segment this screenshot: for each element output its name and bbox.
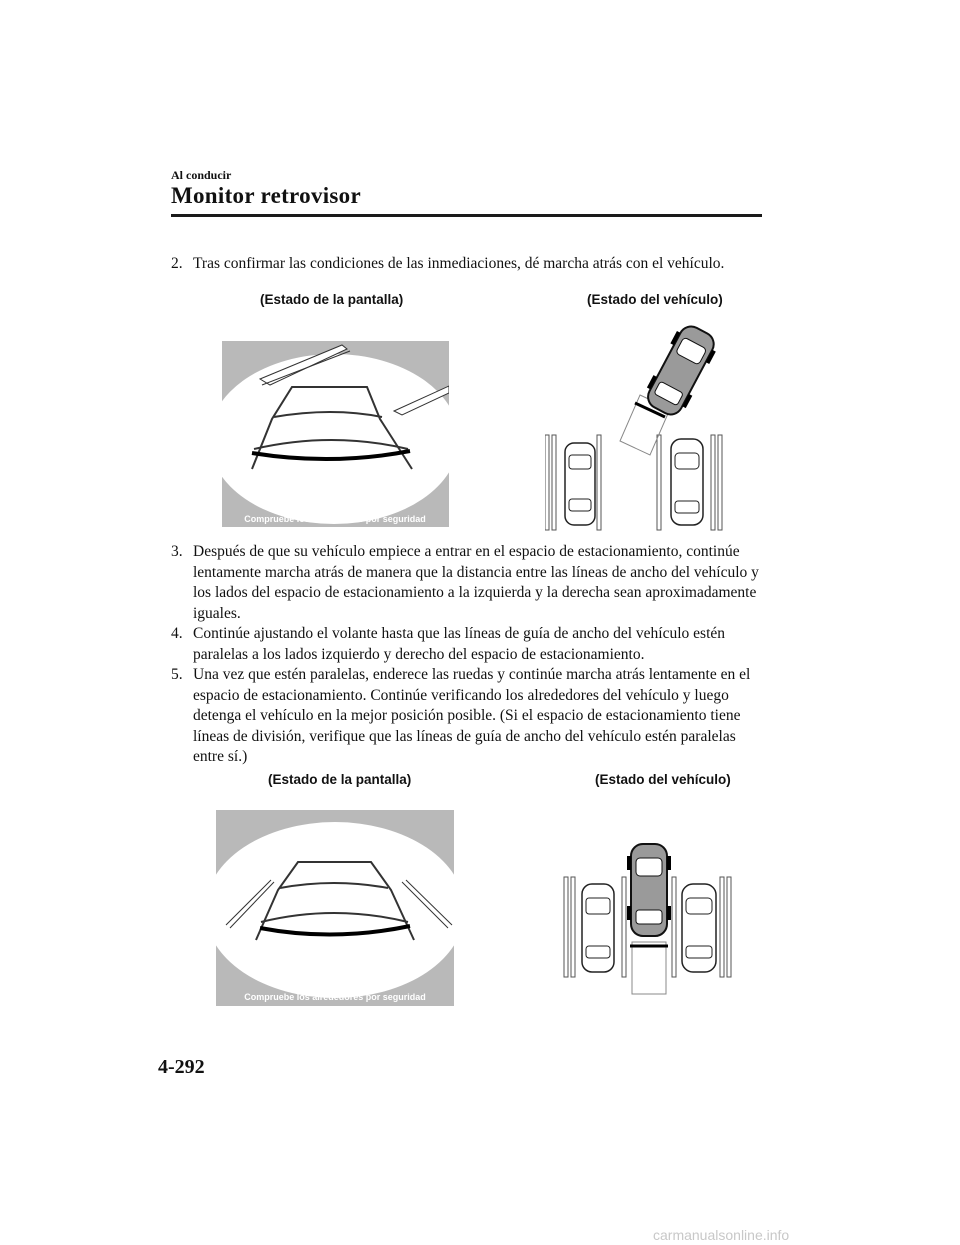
step-text: Después de que su vehículo empiece a entrar en el espacio de estacionamiento, continúe lentamente marcha atrás de manera que la distancia entre las líneas de ancho del vehículo y los lados del espacio de estacionamiento a la izquierda y la derecha sean aproximadamente iguales.: [193, 543, 759, 622]
step-number: 5.: [171, 666, 183, 683]
step-text: Continúe ajustando el volante hasta que las líneas de guía de ancho del vehículo estén paralelas a los lados izquierdo y derecho del espacio de estacionamiento.: [193, 625, 726, 663]
figure2-screen-message: Compruebe los alrededores por seguridad: [244, 992, 426, 1002]
figure2-vehicle-diagram: [562, 842, 732, 997]
step-3: [171, 542, 766, 624]
watermark: carmanualsonline.info: [653, 1227, 790, 1243]
section-label: Al conducir: [171, 168, 232, 182]
step-2: [171, 254, 766, 275]
step-text: Una vez que estén paralelas, enderece las ruedas y continúe marcha atrás lentamente en el espacio de estacionamiento. Continúe verificando los alrededores del vehículo y luego detenga el vehículo en la mejor posición posible. (Si el espacio de estacionamiento tiene líneas de división, verifique que las líneas de guía de ancho del vehículo estén paralelas entre sí.): [193, 666, 751, 765]
figure1-screen-diagram: [222, 341, 449, 527]
step-4: [171, 624, 766, 665]
page-number: 4-292: [158, 1056, 205, 1078]
figure2-vehicle-caption: (Estado del vehículo): [595, 772, 731, 787]
figure1-vehicle-caption: (Estado del vehículo): [587, 292, 723, 307]
step-5: [171, 665, 766, 768]
figure2-screen-caption: (Estado de la pantalla): [268, 772, 412, 787]
step-number: 3.: [171, 543, 183, 560]
figure1-screen-message: Compruebe los alrededores por seguridad: [244, 514, 426, 524]
figure1-screen-caption: (Estado de la pantalla): [260, 292, 404, 307]
page-title: Monitor retrovisor: [171, 183, 361, 208]
figure2-screen-diagram: [216, 810, 454, 1006]
title-divider: [171, 214, 762, 217]
step-number: 2.: [171, 255, 183, 272]
step-number: 4.: [171, 625, 183, 642]
figure1-vehicle-diagram: [545, 325, 735, 535]
step-text: Tras confirmar las condiciones de las inmediaciones, dé marcha atrás con el vehículo.: [193, 255, 725, 272]
